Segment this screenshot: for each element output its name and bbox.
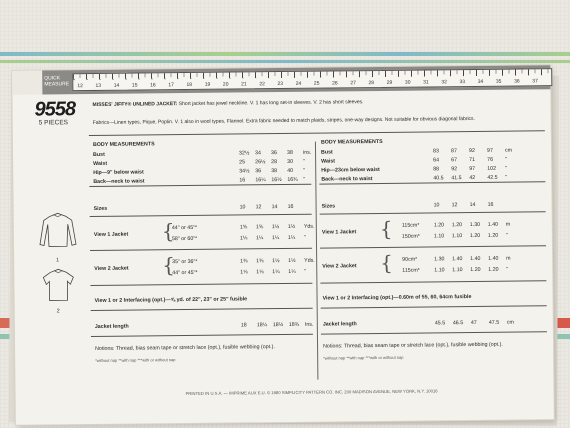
jacket-length-value: 18½ bbox=[272, 322, 284, 329]
ruler-tag: QUICK MEASURE bbox=[44, 75, 70, 88]
view-1-label: 1 bbox=[56, 257, 60, 264]
ruler-number: 17 bbox=[168, 82, 174, 89]
yardage-value: " bbox=[506, 266, 509, 273]
metric-interfacing: View 1 or 2 Interfacing (opt.)—0.60m of 55, 60, 64cm fusible bbox=[322, 294, 472, 302]
yardage-value: 1⅛ bbox=[239, 235, 248, 242]
measurement-value: 40 bbox=[287, 167, 294, 174]
yardage-value: 1.20 bbox=[470, 266, 481, 274]
yardage-value: 1½ bbox=[272, 258, 280, 265]
yardage-value: 1¼ bbox=[272, 269, 280, 276]
imperial-view1-label: View 1 Jacket bbox=[93, 231, 129, 238]
ruler-number: 20 bbox=[222, 81, 229, 88]
yardage-value: " bbox=[505, 232, 508, 239]
measurement-value: 67 bbox=[451, 157, 458, 164]
measurement-value: 76 bbox=[487, 156, 494, 163]
jacket-length-value: cm bbox=[506, 319, 514, 326]
fabric-width: 58" or 60"* bbox=[171, 235, 198, 243]
yardage-value: " bbox=[303, 234, 306, 241]
jacket-length-value: 18¼ bbox=[256, 322, 268, 329]
metric-sizes-label: Sizes bbox=[321, 203, 336, 210]
yardage-value: m bbox=[505, 221, 511, 228]
cloth-stripe bbox=[0, 60, 570, 63]
yardage-value: 1.40 bbox=[470, 255, 481, 263]
measurement-value: 42.5 bbox=[487, 174, 498, 181]
ruler-number: 14 bbox=[113, 82, 120, 89]
ruler-number: 15 bbox=[131, 82, 138, 89]
size-value: 14 bbox=[271, 204, 278, 211]
view-1-jacket-sketch bbox=[36, 210, 80, 252]
yardage-value: 1⅛ bbox=[256, 269, 264, 276]
ruler-number: 33 bbox=[459, 79, 466, 86]
measurement-value: 102 bbox=[487, 165, 497, 172]
metric-view2-label: View 2 Jacket bbox=[322, 263, 357, 270]
measurement-value: 16 bbox=[239, 177, 246, 184]
measurement-value: 92 bbox=[451, 166, 458, 173]
fabric-width: 90cm* bbox=[402, 256, 418, 263]
size-value: 10 bbox=[433, 202, 440, 209]
pattern-description bbox=[92, 97, 542, 109]
imperial-interfacing: View 1 or 2 Interfacing (opt.)—⅝ yd. of 22", 23" or 25" fusible bbox=[94, 296, 248, 304]
cloth-stripe bbox=[0, 52, 570, 56]
ruler-number: 31 bbox=[423, 79, 429, 86]
measurement-value: 92 bbox=[468, 147, 475, 155]
metric-view1-label: View 1 Jacket bbox=[321, 229, 357, 236]
size-value: 16 bbox=[487, 201, 494, 208]
ruler-number: 35 bbox=[495, 78, 502, 85]
measurement-value: 87 bbox=[450, 148, 457, 155]
measurement-value: 40.5 bbox=[433, 175, 444, 182]
imperial-view2-label: View 2 Jacket bbox=[94, 265, 129, 272]
jacket-length-value: 47.5 bbox=[488, 319, 500, 326]
measurement-value: 38 bbox=[287, 149, 293, 156]
measurement-value: 41.5 bbox=[451, 175, 462, 182]
measurement-value: 16¼ bbox=[255, 177, 266, 184]
size-value: 10 bbox=[239, 204, 246, 211]
jacket-length-value: Ins. bbox=[304, 321, 314, 328]
fabric-width: 44" or 45"* bbox=[172, 269, 198, 277]
divider bbox=[89, 130, 545, 136]
yardage-value: 1⅝ bbox=[239, 224, 248, 231]
ruler-number: 13 bbox=[95, 82, 102, 89]
yardage-value: 1.10 bbox=[434, 267, 445, 274]
yardage-value: 1.30 bbox=[469, 221, 481, 229]
yardage-value: 1¼ bbox=[287, 234, 296, 241]
measurement-value: 97 bbox=[469, 165, 476, 173]
ruler-number: 24 bbox=[295, 80, 302, 87]
measurement-value: ins. bbox=[303, 149, 312, 156]
measurement-value: 16¾ bbox=[287, 176, 298, 183]
yardage-value: 1.40 bbox=[452, 256, 463, 263]
yardage-value: 1.20 bbox=[433, 222, 445, 229]
yardage-value: Yds. bbox=[303, 223, 315, 230]
ruler-number: 21 bbox=[241, 81, 247, 88]
measurement-value: 34 bbox=[255, 150, 261, 157]
metric-jacket-length-label: Jacket length bbox=[322, 321, 357, 328]
measurement-label: Bust bbox=[321, 149, 333, 156]
size-value: 12 bbox=[451, 202, 458, 209]
metric-heading: BODY MEASUREMENTS bbox=[320, 138, 383, 146]
measurement-label: Waist bbox=[321, 158, 336, 165]
fabric-width: 44" or 45"* bbox=[171, 224, 198, 232]
column-divider bbox=[315, 142, 318, 380]
fabric-width: 115cm* bbox=[402, 267, 420, 274]
measurement-value: 28 bbox=[271, 159, 278, 166]
ruler-number: 27 bbox=[350, 80, 356, 87]
size-value: 14 bbox=[469, 201, 476, 209]
pattern-number: 9558 bbox=[34, 98, 76, 121]
pieces-count: 5 PIECES bbox=[38, 119, 69, 127]
measurement-value: " bbox=[505, 174, 508, 181]
measurement-label: Back—neck to waist bbox=[321, 176, 373, 183]
measurement-value: 88 bbox=[433, 166, 440, 173]
measurement-label: Hip—9" below waist bbox=[93, 169, 144, 176]
measurement-label: Bust bbox=[93, 151, 105, 158]
ruler-number: 22 bbox=[259, 81, 265, 88]
yardage-value: Yds. bbox=[304, 257, 315, 264]
jacket-length-value: 18¾ bbox=[288, 321, 300, 328]
ruler-number: 34 bbox=[477, 78, 484, 85]
yardage-value: 1.30 bbox=[434, 256, 445, 263]
ruler-number: 30 bbox=[404, 79, 411, 86]
yardage-value: 1⅜ bbox=[256, 258, 264, 265]
yardage-value: 1.10 bbox=[433, 233, 445, 240]
yardage-value: 1½ bbox=[288, 257, 296, 264]
description-title: MISSES' JIFFY® UNLINED JACKET: bbox=[92, 101, 178, 108]
size-value: 12 bbox=[255, 204, 262, 211]
ruler-number: 26 bbox=[332, 80, 338, 87]
imperial-notions: Notions: Thread, bias seam tape or stretch lace (opt.), fusible webbing (opt.). bbox=[95, 344, 275, 352]
printed-credit: PRINTED IN U.S.A. — IMPRIME AUX E.U. © 1980 SIMPLICITY PATTERN CO. INC. 200 MADISON AVENUE, NEW YORK, N.Y. 10016 bbox=[185, 388, 438, 397]
yardage-value: 1.40 bbox=[488, 255, 499, 262]
ruler-number: 32 bbox=[441, 79, 447, 86]
yardage-value: 1½ bbox=[271, 224, 280, 231]
fabric-width: 150cm* bbox=[401, 233, 420, 240]
measurement-value: 64 bbox=[433, 157, 440, 164]
measurement-label: Waist bbox=[93, 160, 108, 167]
ruler-number: 29 bbox=[386, 79, 393, 86]
measurement-label: Hip—23cm below waist bbox=[321, 166, 380, 174]
measurement-value: 38 bbox=[271, 168, 278, 175]
yardage-value: 1.20 bbox=[487, 232, 499, 239]
ruler-number: 28 bbox=[368, 80, 375, 87]
size-value: 16 bbox=[287, 203, 294, 210]
measurement-value: " bbox=[303, 167, 306, 174]
yardage-value: 1¼ bbox=[255, 235, 264, 242]
yardage-value: 1⅜ bbox=[240, 258, 248, 265]
jacket-length-value: 47 bbox=[470, 319, 477, 327]
imperial-jacket-length-label: Jacket length bbox=[94, 323, 129, 330]
fabric-width: 35" or 36"* bbox=[172, 258, 198, 266]
jacket-length-value: 45.5 bbox=[434, 320, 446, 327]
jacket-length-value: 18 bbox=[240, 322, 247, 329]
measurement-label: Back—neck to waist bbox=[93, 178, 145, 185]
metric-notions: Notions: Thread, bias seam tape or stretch lace (opt.), fusible webbing (opt.). bbox=[323, 341, 503, 350]
yardage-value: 1.20 bbox=[469, 232, 481, 240]
measurement-value: 42 bbox=[469, 174, 476, 182]
yardage-value: 1.10 bbox=[452, 267, 463, 274]
ruler-number: 12 bbox=[77, 83, 83, 90]
measurement-value: 34½ bbox=[239, 168, 250, 175]
measurement-value: 30 bbox=[287, 158, 294, 165]
measurement-value: 25 bbox=[239, 159, 246, 166]
measurement-value: 97 bbox=[486, 147, 493, 154]
measurement-value: 71 bbox=[469, 156, 476, 164]
yardage-value: m bbox=[506, 255, 511, 262]
measurement-value: 26½ bbox=[255, 159, 266, 166]
yardage-value: 1½ bbox=[287, 223, 296, 230]
measurement-value: 36 bbox=[255, 168, 262, 175]
measurement-value: 83 bbox=[432, 148, 439, 155]
ruler-number: 18 bbox=[186, 81, 193, 89]
measurement-value: 36 bbox=[271, 150, 277, 157]
yardage-value: 1.40 bbox=[487, 221, 499, 228]
metric-footnote: *without nap **with nap ***with or without nap bbox=[323, 354, 404, 361]
yardage-value: 1⅛ bbox=[240, 269, 248, 276]
yardage-value: 1¼ bbox=[288, 268, 296, 275]
view-2-label: 2 bbox=[56, 308, 60, 315]
description-text: Short jacket has jewel neckline. V. 1 has long set-in sleeves. V. 2 has short sleeves. bbox=[178, 99, 364, 108]
jacket-length-value: 46.5 bbox=[452, 320, 464, 327]
measurement-value: 32½ bbox=[239, 150, 250, 157]
ruler-number: 19 bbox=[204, 81, 211, 88]
measurement-value: " bbox=[303, 176, 306, 183]
yardage-value: " bbox=[304, 268, 307, 275]
yardage-value: 1.20 bbox=[488, 266, 499, 273]
pattern-envelope: QUICK MEASURE 12 13 14 15 16 17 18 19 20 21 22 23 24 25 26 27 28 29 30 31 32 33 34 35 36 37 9558 5 PIECES MISSES' JIFFY® UNLINED JACKET: Short jacket has jewel neckline. V. 1 has long set-in sleeves. V. 2 has short sleeves. Fabrics—Linen types, Pique, Poplin. V. 1 also in wool types, Flannel. Extra fabric needed to match plaids, stripes, one-way designs. Not suitable for obvious diagonal fabrics. 1 2 BODY MEASUREMENTS Sizes View 1 Jacket { View 2 Jacket { View 1 or 2 Interfacing (opt.)—⅝ yd. of 22", 23" or 25" fusible Jacket length Notions: Thread, bias seam tape or stretch lace (opt.), fusible webbing (opt.). *without nap **with nap ***with or without nap BODY MEASUREMENTS Sizes View 1 Jacket { View 2 Jacket { View 1 or 2 Interfacing (opt.)—0.60m of 55, 60, 64cm fusible Jacket length Notions: Thread, bias seam tape or stretch lace (opt.), fusible webbing (opt.). *without nap **with nap ***with or without nap PRINTED IN U.S.A. — IMPRIME AUX E.U. © 1980 SIMPLICITY PATTERN CO. INC. 200 MADISON AVENUE, NEW YORK, N.Y. 10016 Bust 32½ 34 36 38 ins. Waist 25 26½ 28 30 " Hip—9" below waist 34½ 36 38 40 " Back—neck to waist 16 16¼ 16½ 16¾ " 10 12 14 16 44" or 45"* 1⅝ 1⅝ 1½ 1½ Yds. 58" or 60"* 1⅛ 1¼ 1¼ 1¼ " 35" or 36"* 1⅜ 1⅜ 1½ 1½ Yds. 44" or 45"* 1⅛ 1⅛ 1¼ 1¼ " 18 18¼ 18½ 18¾ Ins. Bust 83 87 92 97 cm Waist 64 67 71 76 " Hip—23cm below waist 88 92 97 102 " Back—neck to waist 40.5 41.5 42 42.5 " 10 12 14 16 115cm* 1.20 1.20 1.30 1.40 m 150cm* 1.10 1.10 1.20 1.20 " 90cm* 1.30 1.40 1.40 1.40 m 115cm* 1.10 1.10 1.20 1.20 " 45.5 46.5 47 47.5 cm bbox=[12, 65, 554, 425]
measurement-value: " bbox=[505, 165, 508, 172]
ruler-number: 37 bbox=[532, 78, 538, 85]
yardage-value: 1¼ bbox=[271, 235, 280, 242]
measurement-value: cm bbox=[504, 147, 513, 154]
ruler-number: 16 bbox=[150, 82, 156, 89]
ruler-number: 23 bbox=[277, 80, 284, 88]
imperial-footnote: *without nap **with nap ***with or without nap bbox=[95, 357, 176, 363]
fabrics-text: Fabrics—Linen types, Pique, Poplin. V. 1 also in wool types, Flannel. Extra fabric needed to match plaids, stripes, one-way designs. Not suitable for obvious diagonal fabrics. bbox=[92, 115, 475, 126]
measurement-value: 16½ bbox=[271, 177, 282, 184]
yardage-value: 1.20 bbox=[451, 222, 463, 229]
measurement-value: " bbox=[505, 156, 508, 163]
ruler-number: 25 bbox=[313, 80, 320, 87]
measurement-value: " bbox=[303, 158, 306, 165]
view-2-jacket-sketch bbox=[36, 266, 80, 306]
yardage-value: 1⅝ bbox=[255, 224, 264, 231]
ruler-number: 36 bbox=[514, 78, 520, 85]
fabric-width: 115cm* bbox=[401, 222, 420, 229]
yardage-value: 1.10 bbox=[451, 233, 463, 240]
imperial-heading: BODY MEASUREMENTS bbox=[92, 141, 155, 148]
imperial-sizes-label: Sizes bbox=[93, 205, 108, 212]
